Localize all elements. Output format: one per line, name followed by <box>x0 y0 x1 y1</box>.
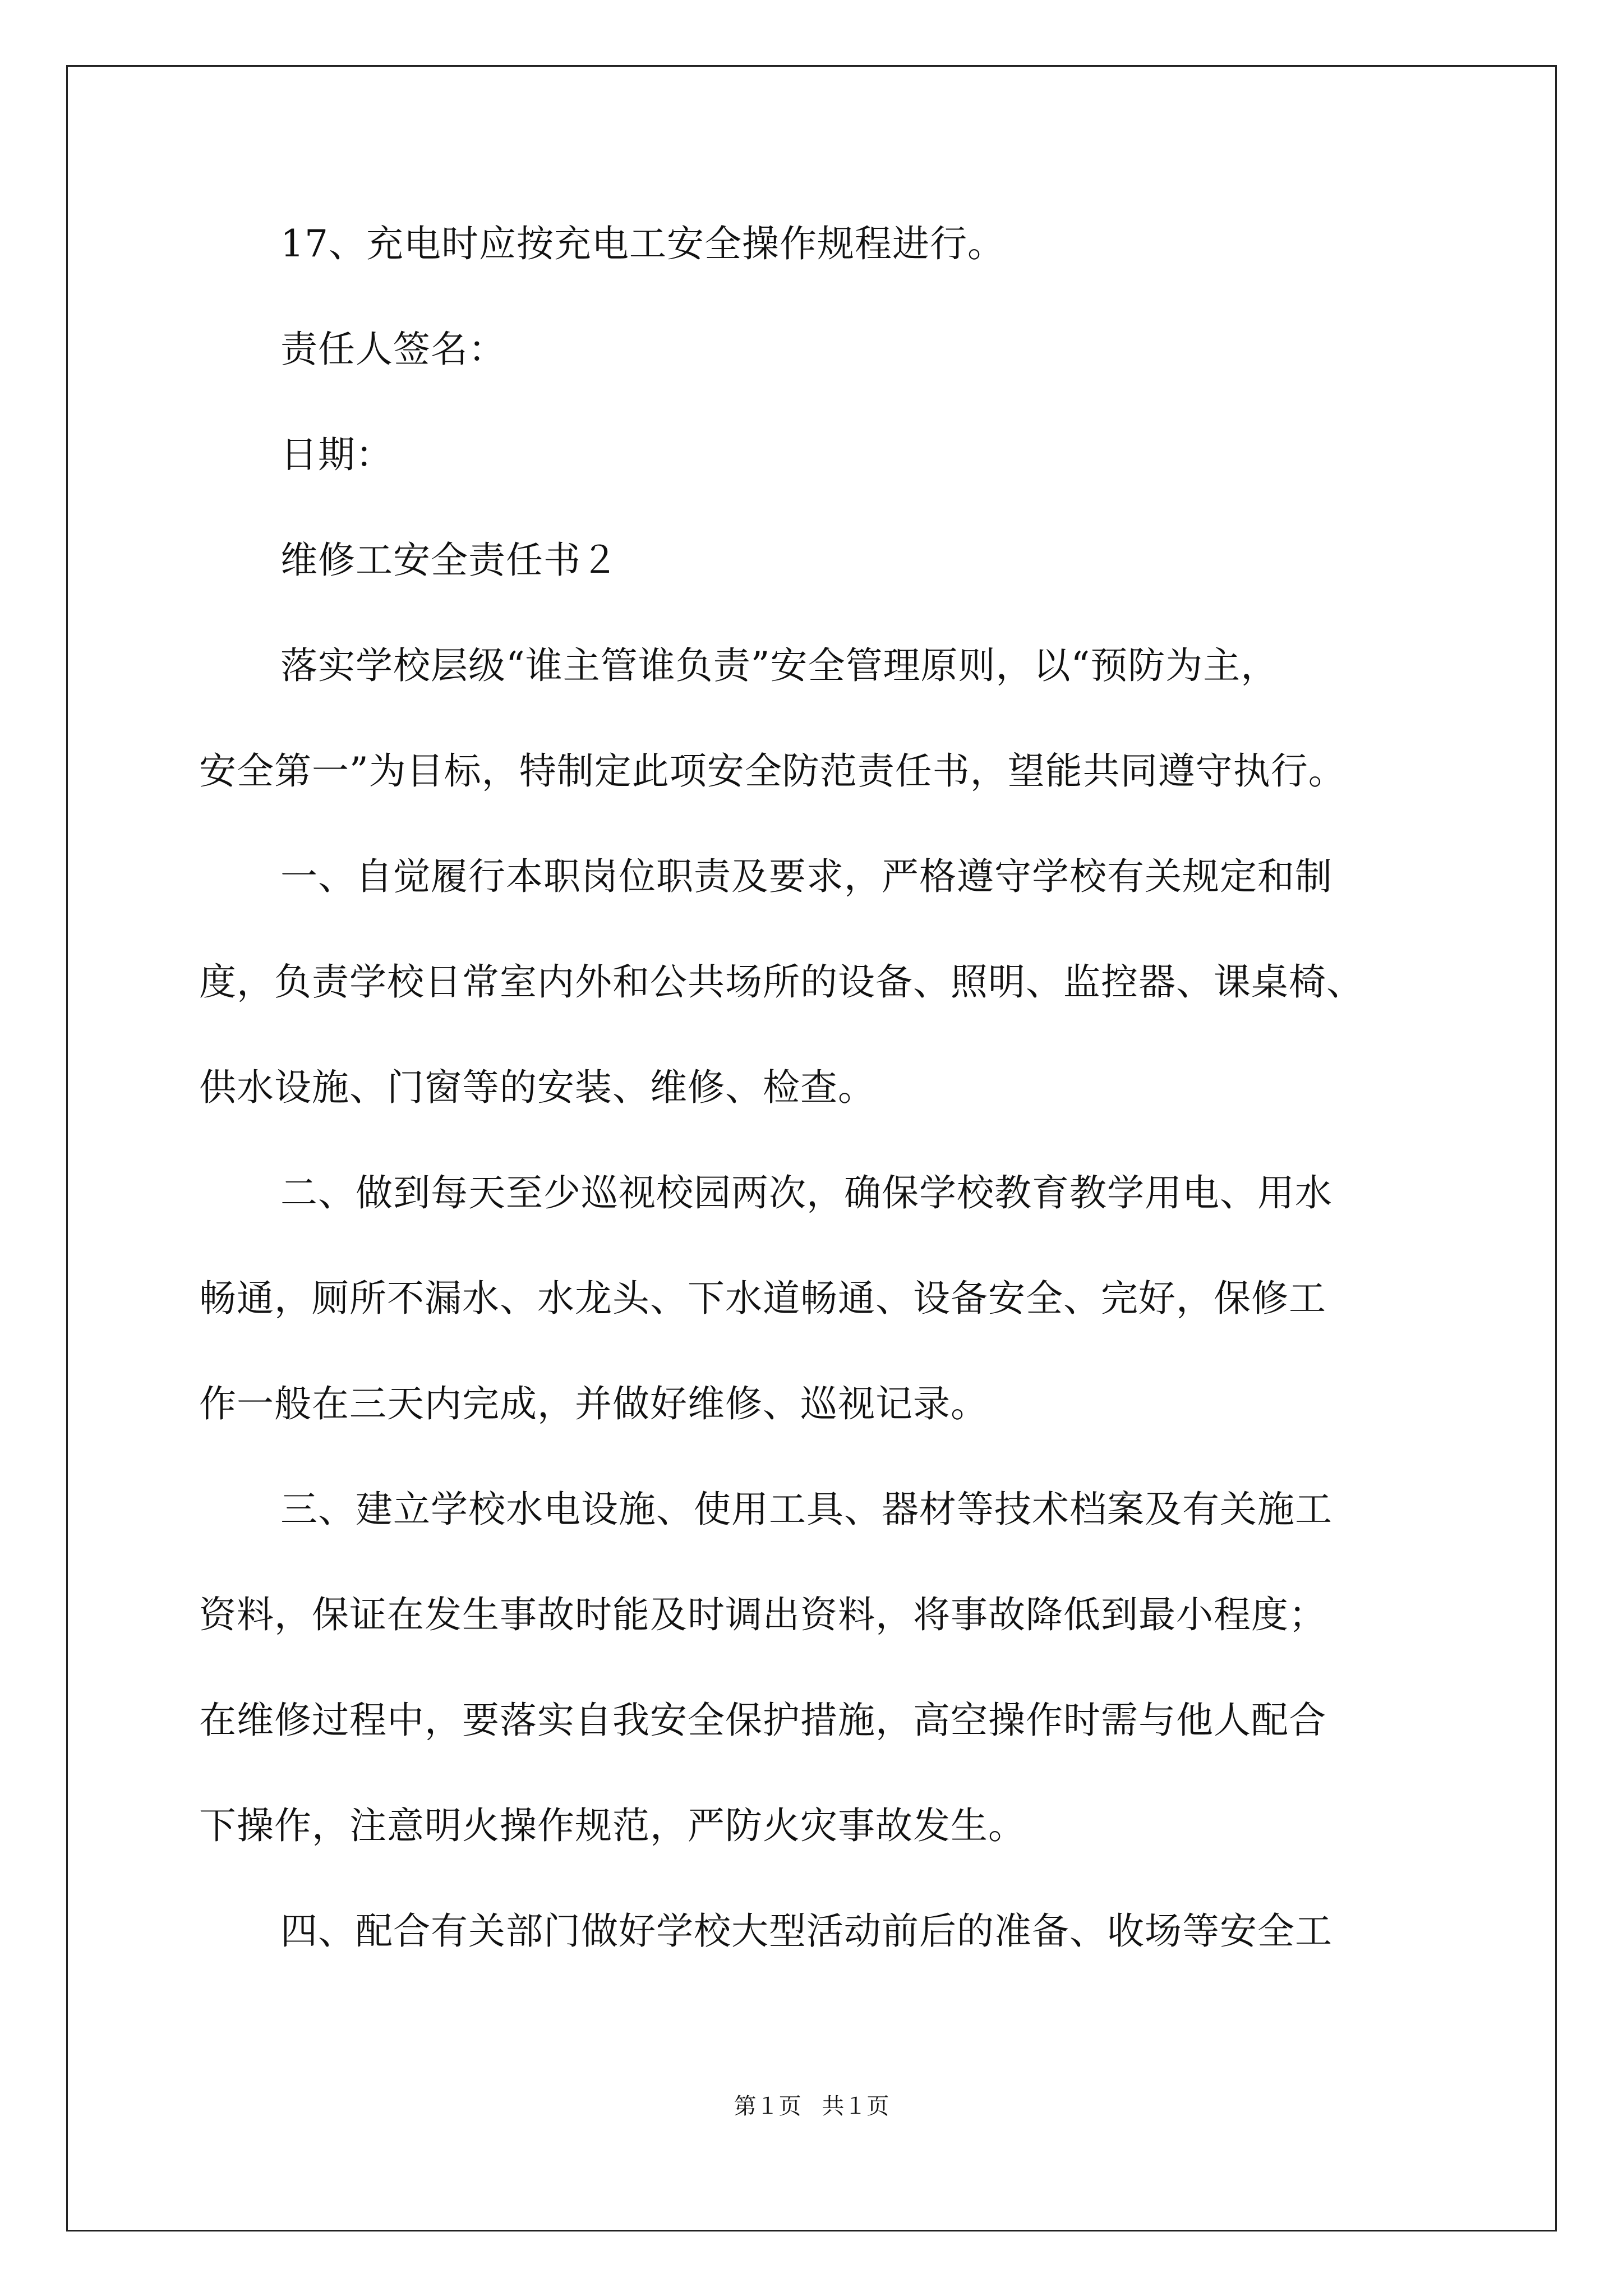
date-label: 日期： <box>280 433 393 476</box>
section-title: 维修工安全责任书２ <box>280 539 619 582</box>
paragraph-two-line-2: 畅通，厕所不漏水、水龙头、下水道畅通、设备安全、完好，保修工 <box>199 1277 1326 1320</box>
paragraph-one-line-1: 一、自觉履行本职岗位职责及要求，严格遵守学校有关规定和制 <box>280 855 1332 898</box>
paragraph-intro-line-1: 落实学校层级“谁主管谁负责”安全管理原则，以“预防为主， <box>280 644 1279 687</box>
page-number-current: 第１页 <box>734 2093 801 2119</box>
page-number-total: 共１页 <box>822 2093 889 2119</box>
page-footer <box>0 2092 1623 2120</box>
paragraph-two-line-3: 作一般在三天内完成，并做好维修、巡视记录。 <box>199 1382 988 1425</box>
paragraph-three-line-3: 在维修过程中，要落实自我安全保护措施，高空操作时需与他人配合 <box>199 1699 1326 1742</box>
signature-label: 责任人签名： <box>280 328 506 371</box>
paragraph-item-17: 17、充电时应按充电工安全操作规程进行。 <box>280 222 1005 265</box>
paragraph-one-line-3: 供水设施、门窗等的安装、维修、检查。 <box>199 1066 875 1109</box>
paragraph-four-line-1: 四、配合有关部门做好学校大型活动前后的准备、收场等安全工 <box>280 1910 1332 1953</box>
page-border <box>66 65 1557 2231</box>
paragraph-intro-line-2: 安全第一”为目标，特制定此项安全防范责任书，望能共同遵守执行。 <box>199 749 1346 793</box>
paragraph-three-line-4: 下操作，注意明火操作规范，严防火灾事故发生。 <box>199 1804 1026 1847</box>
paragraph-two-line-1: 二、做到每天至少巡视校园两次，确保学校教育教学用电、用水 <box>280 1171 1332 1214</box>
paragraph-three-line-1: 三、建立学校水电设施、使用工具、器材等技术档案及有关施工 <box>280 1488 1332 1531</box>
paragraph-one-line-2: 度，负责学校日常室内外和公共场所的设备、照明、监控器、课桌椅、 <box>199 960 1364 1004</box>
paragraph-three-line-2: 资料，保证在发生事故时能及时调出资料，将事故降低到最小程度； <box>199 1593 1326 1636</box>
